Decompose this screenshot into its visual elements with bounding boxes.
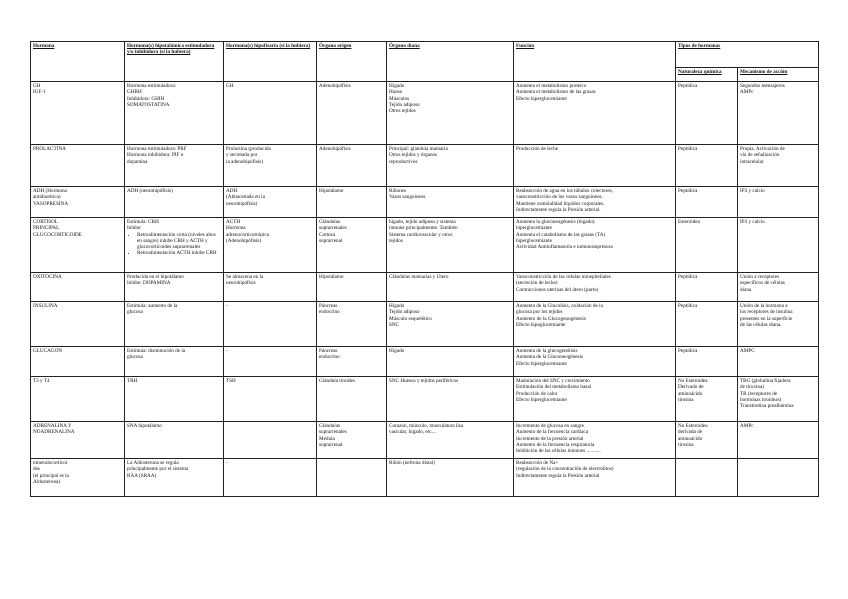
cell-line: y secretada por xyxy=(226,152,258,159)
cell-line: PROLACTINA xyxy=(33,146,66,152)
cell-mechanism xyxy=(738,273,819,302)
cell-line: Inhibe: DOPAMINA xyxy=(127,280,171,287)
cell-line: Unión a receptores xyxy=(740,274,780,280)
hormones-table xyxy=(30,41,819,497)
cell-line: Hormona xyxy=(226,225,246,232)
cell-hormone xyxy=(31,377,125,422)
cell-line: PRINCIPAL xyxy=(33,225,60,232)
header-row xyxy=(31,42,819,68)
cell-line: Inhibe: xyxy=(127,225,142,232)
cell-line: la adenohipófisis) xyxy=(226,158,264,165)
cell-line: tirosina xyxy=(678,396,694,403)
col-hypothalamic: Hormona(s) hipotalámica estimuladora y/o inhibidora (si la hubiera) xyxy=(125,42,224,82)
cell-line: AMPc xyxy=(740,423,754,429)
cell-line: Peptídica xyxy=(678,146,698,152)
cell-mechanism xyxy=(738,145,819,187)
table-body xyxy=(31,82,819,497)
cell-line: suprarrenales xyxy=(319,429,347,436)
cell-nature xyxy=(676,347,738,377)
col-function: Función xyxy=(514,42,676,82)
cell-line: Incremento de glucosa en sangre xyxy=(516,423,584,429)
col-source-organ: Órgano origen xyxy=(317,42,387,82)
cell-line: TBG (globulina fijadora xyxy=(740,378,791,384)
cell-function xyxy=(514,218,676,273)
cell-source xyxy=(317,347,387,377)
cell-line: aminoácido xyxy=(678,435,703,442)
cell-nature xyxy=(676,273,738,302)
cell-source xyxy=(317,302,387,347)
cell-line: Se almacena en la xyxy=(226,274,264,280)
cell-source xyxy=(317,273,387,302)
cell-line: Hígado xyxy=(389,303,405,309)
cell-hormone xyxy=(31,422,125,459)
cell-line: presentes en la superficie xyxy=(740,315,793,322)
cell-line: Aumenta la gluconeogénesis (hígado) xyxy=(516,219,595,225)
cell-line: Hipotálamo xyxy=(319,274,344,280)
cell-line: Hueso xyxy=(389,89,403,96)
col-chemical-nature: Naturaleza química xyxy=(676,68,738,82)
cell-line: endocrino xyxy=(319,354,340,361)
cell-mechanism xyxy=(738,82,819,145)
cell-line: adrenocorticotrópica xyxy=(226,231,269,238)
cell-line: IGF-1 xyxy=(33,89,46,96)
cell-hormone xyxy=(31,459,125,497)
cell-line: Tejido adiposo xyxy=(389,101,420,108)
cell-line: glucosa xyxy=(127,354,143,361)
cell-line: RAA (SRAA) xyxy=(127,472,157,479)
cell-target xyxy=(387,273,514,302)
cell-regulating xyxy=(125,422,224,459)
cell-nature xyxy=(676,459,738,497)
cell-line: Otros tejidos xyxy=(389,108,416,115)
cell-line: (Almacenada en la xyxy=(226,194,265,201)
cell-line: Principal: glándula mamaria xyxy=(389,146,448,152)
cell-line: IP3 y calcio xyxy=(740,188,765,194)
cell-line: suprarrenal xyxy=(319,441,343,448)
cell-line: Vasoconstricción de las células mioepiteliales xyxy=(516,274,611,280)
cell-line: tejidos xyxy=(389,237,403,244)
cell-line: ADRENALINA Y xyxy=(33,423,72,429)
cell-line: glucosa por los tejidos xyxy=(516,309,563,316)
cell-line: Efecto hiperglucemiante xyxy=(516,360,567,367)
cell-line: mineralocorticoi xyxy=(33,460,68,466)
bullet-list xyxy=(127,232,221,257)
cell-line: Médula xyxy=(319,435,335,442)
cell-nature xyxy=(676,377,738,422)
cell-pituitary xyxy=(224,377,317,422)
cell-line: Reabsorción de agua en los túbulos colectores, xyxy=(516,188,613,194)
cell-nature xyxy=(676,218,738,273)
cell-nature xyxy=(676,422,738,459)
cell-line: tirosina xyxy=(678,441,694,448)
cell-line: SOMATOSTATINA xyxy=(127,101,170,108)
cell-line: Incremento de la presión arterial xyxy=(516,435,584,442)
cell-line: Esteroidea xyxy=(678,219,700,225)
cell-line: Aumenta de la glucogenólisis xyxy=(516,348,578,354)
cell-pituitary xyxy=(224,82,317,145)
cell-line: Hígado xyxy=(389,348,405,354)
cell-line: Páncreas xyxy=(319,348,338,354)
cell-line: TR (receptores de xyxy=(740,390,778,397)
cell-line: Producción de calor xyxy=(516,390,558,397)
cell-target xyxy=(387,377,514,422)
cell-line: Contracciones uterinas del útero (parto) xyxy=(516,286,599,293)
cell-function xyxy=(514,302,676,347)
cell-source xyxy=(317,218,387,273)
cell-line: Peptídica xyxy=(678,274,698,280)
cell-line: Peptídica xyxy=(678,188,698,194)
cell-line: Hipotálamo xyxy=(319,188,344,194)
cell-line: Peptídica xyxy=(678,83,698,89)
table-row xyxy=(31,347,819,377)
cell-line: GH xyxy=(226,83,234,89)
cell-pituitary xyxy=(224,273,317,302)
bullet-item: • Retroalimentación ACTH inhibe CRH xyxy=(137,250,221,256)
cell-line: - xyxy=(226,460,228,466)
table-row xyxy=(31,377,819,422)
cell-line: Estimula: CRH xyxy=(127,219,159,225)
cell-line: Adenohipófisis xyxy=(319,146,351,152)
cell-source xyxy=(317,459,387,497)
cell-function xyxy=(514,422,676,459)
cell-target xyxy=(387,459,514,497)
cell-line: ACTH xyxy=(226,219,241,225)
cell-pituitary xyxy=(224,187,317,218)
cell-line: Producción de leche xyxy=(516,146,559,152)
cell-mechanism xyxy=(738,459,819,497)
table-row xyxy=(31,273,819,302)
cell-pituitary xyxy=(224,422,317,459)
cell-line: Corazón, músculo, musculatura lisa xyxy=(389,423,464,429)
cell-line: Efecto hiperglucemiante xyxy=(516,396,567,403)
cell-line: Hormona estimuladora: xyxy=(127,83,177,89)
cell-line: Peptídica xyxy=(678,348,698,354)
cell-line: IP3 y calcio xyxy=(740,219,765,225)
cell-hormone xyxy=(31,302,125,347)
cell-line: Aumento de la Glucogenogénesis xyxy=(516,315,586,322)
cell-line: Inhibición de las células inmunes ........... xyxy=(516,448,601,455)
cell-line: Otros tejidos y órganos xyxy=(389,152,438,159)
col-target-organ: Órgano diana xyxy=(387,42,514,82)
cell-target xyxy=(387,422,514,459)
cell-line: diana xyxy=(740,286,752,293)
cell-line: Aumenta de la Gluconeogénesis xyxy=(516,354,583,361)
cell-line: Aumenta de la Glucolisis, oxidación de la xyxy=(516,303,603,309)
cell-pituitary xyxy=(224,347,317,377)
cell-line: SNC Huesos y tejidos periféricos xyxy=(389,378,459,384)
cell-pituitary xyxy=(224,145,317,187)
cell-line: de las células diana. xyxy=(740,321,782,328)
cell-line: TRH xyxy=(127,378,138,384)
cell-line: hiperglucemiante xyxy=(516,225,552,232)
cell-mechanism xyxy=(738,218,819,273)
cell-line: AMPc xyxy=(740,89,754,96)
cell-mechanism xyxy=(738,422,819,459)
cell-hormone xyxy=(31,347,125,377)
cell-pituitary xyxy=(224,459,317,497)
cell-line: principalmente por el sistema xyxy=(127,466,189,473)
cell-line: neurohipófisis) xyxy=(226,200,258,207)
cell-line: de tiroxina) xyxy=(740,384,765,391)
cell-line: suprarrenales xyxy=(319,225,347,232)
cell-source xyxy=(317,422,387,459)
cell-line: des xyxy=(33,466,40,473)
cell-line: SNA hipotálamo xyxy=(127,423,162,429)
cell-regulating xyxy=(125,377,224,422)
bullet-item: • Retroalimentación corta (niveles altos en sangre) inhibe CRH y ACTH y glucocorticoides suprarrenales xyxy=(137,232,221,251)
cell-line: Corteza xyxy=(319,231,336,238)
table-row xyxy=(31,145,819,187)
cell-pituitary xyxy=(224,302,317,347)
cell-line: GLUCOCORTICOIDE xyxy=(33,231,82,238)
cell-line: Músculo esquelético xyxy=(389,315,432,322)
cell-hormone xyxy=(31,145,125,187)
cell-line: específicos de células xyxy=(740,280,785,287)
cell-hormone xyxy=(31,218,125,273)
cell-line: antidiurética) xyxy=(33,194,61,201)
cell-line: vascular, hígado, etc.... xyxy=(389,429,437,436)
table-row xyxy=(31,82,819,145)
cell-regulating xyxy=(125,218,224,273)
cell-line: Efecto hiperglucemiante xyxy=(516,95,567,102)
cell-line: Actividad Antiinflamatoria e inmunosupresora xyxy=(516,244,613,251)
cell-nature xyxy=(676,145,738,187)
cell-line: OXITOCINA xyxy=(33,274,62,280)
cell-line: No Esteroidea xyxy=(678,423,708,429)
cell-line: Adenohipófisis xyxy=(319,83,351,89)
cell-regulating xyxy=(125,145,224,187)
cell-line: No Esteroidea xyxy=(678,378,708,384)
cell-nature xyxy=(676,187,738,218)
cell-mechanism xyxy=(738,187,819,218)
cell-line: - xyxy=(226,303,228,309)
cell-target xyxy=(387,187,514,218)
cell-line: Maduración del SNC y crecimiento xyxy=(516,378,590,384)
cell-line: Estimula: aumento de la xyxy=(127,303,178,309)
cell-function xyxy=(514,82,676,145)
cell-line: Efecto hipoglucemiante xyxy=(516,321,566,328)
cell-line: GHRH xyxy=(127,89,142,96)
cell-function xyxy=(514,145,676,187)
cell-line: Glándulas mamarias y Útero xyxy=(389,274,449,280)
cell-line: hígado, tejido adiposo y sistema xyxy=(389,219,456,225)
cell-function xyxy=(514,377,676,422)
cell-hormone xyxy=(31,273,125,302)
cell-line: intracelular xyxy=(740,158,764,165)
cell-target xyxy=(387,218,514,273)
cell-hormone xyxy=(31,187,125,218)
cell-mechanism xyxy=(738,302,819,347)
cell-line: inmune principalmente. También xyxy=(389,225,458,232)
cell-line: los receptores de insulina xyxy=(740,309,793,316)
cell-line: (Adenohipófisis) xyxy=(226,237,262,244)
cell-line: dopamina xyxy=(127,158,148,165)
cell-regulating xyxy=(125,187,224,218)
col-hormone-types: Tipos de hormonas xyxy=(676,42,819,68)
cell-line: CORTISOL xyxy=(33,219,59,225)
cell-line: Músculos xyxy=(389,95,410,102)
cell-function xyxy=(514,347,676,377)
cell-line: GH xyxy=(33,83,41,89)
cell-regulating xyxy=(125,82,224,145)
cell-line: Transtiretina prealbúmina xyxy=(740,403,794,410)
cell-line: Hormona estimuladora: PRF xyxy=(127,146,187,152)
cell-line: (regulación de la concentración de electrolitos) xyxy=(516,466,614,473)
cell-source xyxy=(317,145,387,187)
cell-line: suprarrenal xyxy=(319,237,343,244)
cell-line: Riñones xyxy=(389,188,407,194)
cell-source xyxy=(317,82,387,145)
cell-function xyxy=(514,187,676,218)
cell-line: Prolactina (producida xyxy=(226,146,271,152)
cell-line: Riñón (nefrona distal) xyxy=(389,460,435,466)
cell-target xyxy=(387,82,514,145)
cell-line: vía de señalización xyxy=(740,152,780,159)
cell-regulating xyxy=(125,347,224,377)
cell-mechanism xyxy=(738,347,819,377)
cell-function xyxy=(514,273,676,302)
cell-line: Derivado de xyxy=(678,384,704,391)
cell-line: Mantiene osmolalidad líquidos corporales. xyxy=(516,200,605,207)
cell-line: Hígado xyxy=(389,83,405,89)
cell-line: Glándulas xyxy=(319,219,341,225)
cell-regulating xyxy=(125,302,224,347)
cell-line: Unión de la hormona a xyxy=(740,303,788,309)
cell-regulating xyxy=(125,459,224,497)
cell-line: glucosa xyxy=(127,309,143,316)
cell-line: La Aldosterona se regula xyxy=(127,460,179,466)
cell-regulating xyxy=(125,273,224,302)
cell-line: Glándulas xyxy=(319,423,341,429)
cell-line: Indirectamente regula la Presión arterial xyxy=(516,472,600,479)
cell-line: Aumenta el metabolismo proteico xyxy=(516,83,587,89)
col-hormone: Hormona xyxy=(31,42,125,82)
cell-line: Peptídica xyxy=(678,303,698,309)
cell-line: Aumento de la frecuencia respiratoria xyxy=(516,441,595,448)
cell-nature xyxy=(676,302,738,347)
cell-line: Producida en el hipotálamo xyxy=(127,274,184,280)
cell-line: reproductivos xyxy=(389,158,418,165)
cell-line: Indirectamente regula la Presión arterial. xyxy=(516,206,601,213)
cell-line: Segundos mensajeros xyxy=(740,83,785,89)
cell-target xyxy=(387,347,514,377)
cell-line: hiperglucemiante xyxy=(516,237,552,244)
cell-line: INSULINA xyxy=(33,303,58,309)
cell-line: Sistema cardiovascular y otros xyxy=(389,231,453,238)
cell-line: Glándula tiroides xyxy=(319,378,355,384)
cell-line: T3 y T4 xyxy=(33,378,50,384)
cell-line: Propia. Activación de xyxy=(740,146,785,152)
table-row xyxy=(31,218,819,273)
cell-line: derivada de xyxy=(678,429,703,436)
cell-pituitary xyxy=(224,218,317,273)
cell-line: GLUCAGÓN xyxy=(33,348,63,354)
cell-line: neurohipófisis xyxy=(226,280,256,287)
cell-line: (el principal es la xyxy=(33,472,69,479)
cell-function xyxy=(514,459,676,497)
cell-source xyxy=(317,187,387,218)
cell-line: ADH (Hormona xyxy=(33,188,67,194)
cell-line: Inhibidora: GHIH xyxy=(127,95,165,102)
col-pituitary: Hormona(s) hipofisaria (si la hubiera) xyxy=(224,42,317,82)
cell-target xyxy=(387,145,514,187)
cell-line: Estimula: disminución de la xyxy=(127,348,186,354)
cell-line: TSH xyxy=(226,378,236,384)
cell-line: Vasos sanguíneos xyxy=(389,194,426,201)
cell-mechanism xyxy=(738,377,819,422)
cell-line: Hormona inhibidora: PIF o xyxy=(127,152,184,159)
col-action-mechanism: Mecanismo de acción xyxy=(738,68,819,82)
table-row xyxy=(31,187,819,218)
table-row xyxy=(31,422,819,459)
cell-line: Aumenta el catabolismo de las grasas (TA) xyxy=(516,231,606,238)
cell-line: endocrino xyxy=(319,309,340,316)
cell-target xyxy=(387,302,514,347)
cell-line: Reabsorción de Na+ xyxy=(516,460,559,466)
cell-line: Aumento de la frecuencia cardíaca xyxy=(516,429,589,436)
cell-hormone xyxy=(31,82,125,145)
cell-line: - xyxy=(226,348,228,354)
cell-line: Aumenta el metabolismo de las grasas xyxy=(516,89,596,96)
cell-source xyxy=(317,377,387,422)
table-row xyxy=(31,459,819,497)
cell-line: SNC xyxy=(389,321,400,328)
table-row xyxy=(31,302,819,347)
cell-line: Estimulación del metabolismo basal xyxy=(516,384,592,391)
cell-line: ADH xyxy=(226,188,238,194)
cell-line: AMPC xyxy=(740,348,755,354)
cell-line: VASOPRESINA xyxy=(33,200,69,207)
cell-line: (secreción de leche) xyxy=(516,280,558,287)
cell-line: vasoconstricción de los vasos sanguíneos. xyxy=(516,194,603,201)
cell-line: Páncreas xyxy=(319,303,338,309)
cell-line: aminoácido xyxy=(678,390,703,397)
cell-line: NOADRENALINA xyxy=(33,429,75,436)
cell-line: ADH (neurohipófisis) xyxy=(127,188,173,194)
cell-nature xyxy=(676,82,738,145)
cell-line: Tejido adiposo xyxy=(389,309,420,316)
cell-line: Aldosterona) xyxy=(33,478,61,485)
cell-line: hormonas tiroideas) xyxy=(740,396,782,403)
